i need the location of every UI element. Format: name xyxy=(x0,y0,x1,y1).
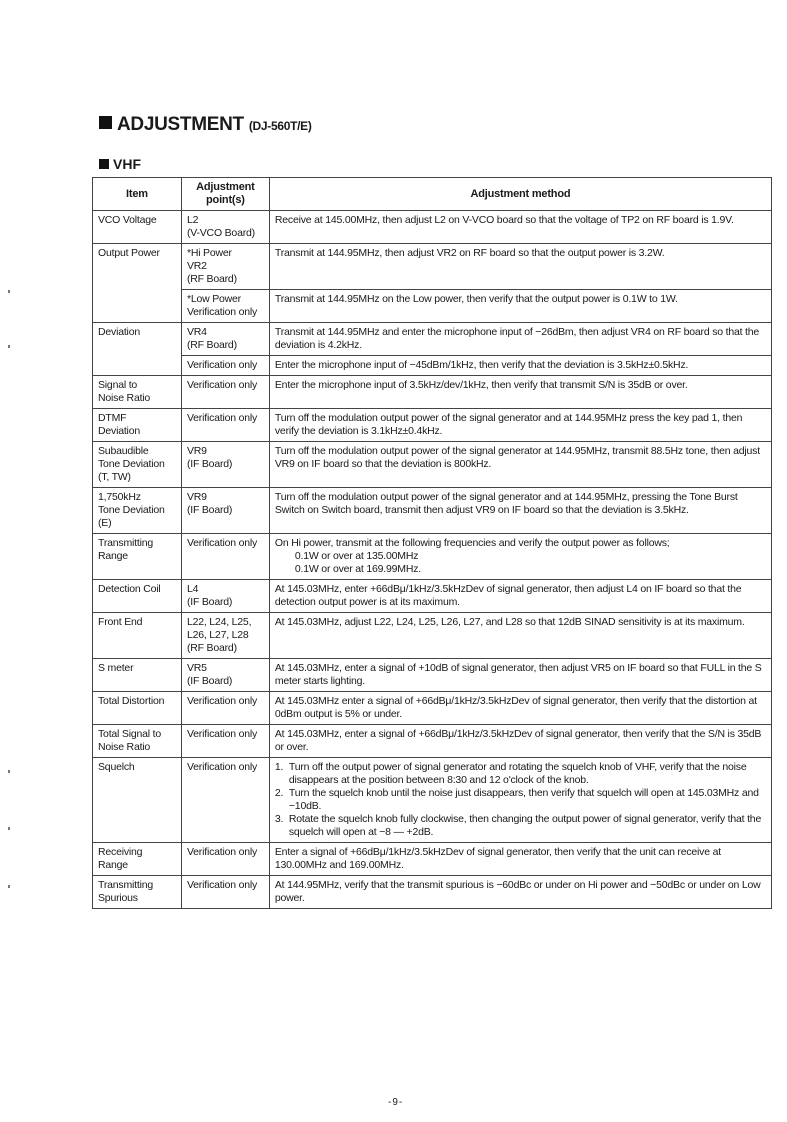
adjustment-method-cell xyxy=(269,323,771,356)
adjustment-point-cell: Verification only xyxy=(181,376,269,409)
table-row xyxy=(93,613,772,659)
adjustment-point-cell: Verification only xyxy=(181,758,269,843)
method-text: At 144.95MHz, verify that the transmit spurious is −60dBc or under on Hi power and −50dBc or under on Low power. xyxy=(274,879,761,904)
method-text: At 145.03MHz, enter a signal of +66dBμ/1kHz/3.5kHzDev of signal generator, then verify that the S/N is 35dB or over. xyxy=(274,728,762,753)
step-number: 1. xyxy=(274,761,284,773)
adjustment-table xyxy=(92,177,772,909)
page-title: ADJUSTMENT (DJ-560T/E) xyxy=(99,114,312,136)
scan-mark xyxy=(8,770,10,773)
table-row xyxy=(93,356,772,376)
table-row xyxy=(93,488,772,534)
method-text: Transmit at 144.95MHz, then adjust VR2 on RF board so that the output power is 3.2W. xyxy=(274,247,665,259)
item-cell: Total Signal to Noise Ratio xyxy=(93,725,182,758)
method-text: At 145.03MHz, enter +66dBμ/1kHz/3.5kHzDev of signal generator, then adjust L4 on IF board so that the detection output power is at its maximum. xyxy=(274,583,742,608)
method-text: Turn off the modulation output power of the signal generator at 144.95MHz, transmit 88.5Hz tone, then adjust VR9 on IF board so that the deviation is 800kHz. xyxy=(274,445,760,470)
item-cell: Total Distortion xyxy=(93,692,182,725)
method-text: Transmit at 144.95MHz on the Low power, then verify that the output power is 0.1W to 1W. xyxy=(274,293,678,305)
adjustment-point-cell: Verification only xyxy=(181,692,269,725)
square-bullet-icon xyxy=(99,159,109,169)
square-bullet-icon xyxy=(99,116,112,129)
scan-mark xyxy=(8,290,10,293)
table-row xyxy=(93,290,772,323)
page-number: -9- xyxy=(388,1097,404,1108)
table-row xyxy=(93,580,772,613)
adjustment-method-cell xyxy=(269,843,771,876)
header-item: Item xyxy=(93,178,182,211)
scan-mark xyxy=(8,885,10,888)
table-row xyxy=(93,534,772,580)
table-row xyxy=(93,758,772,843)
adjustment-point-cell: Verification only xyxy=(181,356,269,376)
method-text: Enter a signal of +66dBμ/1kHz/3.5kHzDev of signal generator, then verify that the unit can receive at 130.00MHz and 169.00MHz. xyxy=(274,846,721,871)
header-point: Adjustment point(s) xyxy=(181,178,269,211)
step-number: 3. xyxy=(274,813,284,825)
table-row xyxy=(93,442,772,488)
adjustment-method-cell xyxy=(269,409,771,442)
adjustment-point-cell: VR9 (IF Board) xyxy=(181,488,269,534)
method-text: Turn off the modulation output power of the signal generator and at 144.95MHz, pressing the Tone Burst Switch on Switch board, transmit then adjust VR9 on IF board so that the deviation is 3.5kHz. xyxy=(274,491,738,516)
adjustment-point-cell: L22, L24, L25, L26, L27, L28 (RF Board) xyxy=(181,613,269,659)
list-item xyxy=(275,787,766,813)
table-row xyxy=(93,692,772,725)
adjustment-point-cell: VR9 (IF Board) xyxy=(181,442,269,488)
model-subtitle: (DJ-560T/E) xyxy=(248,119,312,133)
table-row xyxy=(93,409,772,442)
adjustment-point-cell: *Low Power Verification only xyxy=(181,290,269,323)
scan-mark xyxy=(8,345,10,348)
adjustment-method-cell xyxy=(269,758,771,843)
list-item xyxy=(275,813,766,839)
squelch-steps-list xyxy=(275,761,766,839)
adjustment-point-cell: Verification only xyxy=(181,409,269,442)
adjustment-method-cell xyxy=(269,211,771,244)
method-text: Enter the microphone input of −45dBm/1kHz, then verify that the deviation is 3.5kHz±0.5kHz. xyxy=(274,359,689,371)
method-text: At 145.03MHz, adjust L22, L24, L25, L26, L27, and L28 so that 12dB SINAD sensitivity is at its maximum. xyxy=(274,616,745,628)
table-row xyxy=(93,876,772,909)
step-text: Rotate the squelch knob fully clockwise, then changing the output power of signal generator, verify that the squelch will open at −8 — +2dB. xyxy=(288,813,762,838)
adjustment-method-cell xyxy=(269,376,771,409)
item-cell: Transmitting Range xyxy=(93,534,182,580)
method-text: Enter the microphone input of 3.5kHz/dev/1kHz, then verify that transmit S/N is 35dB or over. xyxy=(274,379,688,391)
adjustment-point-cell: Verification only xyxy=(181,725,269,758)
item-cell: Signal to Noise Ratio xyxy=(93,376,182,409)
adjustment-method-cell xyxy=(269,290,771,323)
step-text: Turn off the output power of signal generator and rotating the squelch knob of VHF, verify that the noise disappears at the position between 8:30 and 12 o'clock of the knob. xyxy=(288,761,747,786)
adjustment-point-cell: Verification only xyxy=(181,843,269,876)
adjustment-point-cell: Verification only xyxy=(181,876,269,909)
adjustment-method-cell xyxy=(269,442,771,488)
adjustment-point-cell: L4 (IF Board) xyxy=(181,580,269,613)
table-row xyxy=(93,659,772,692)
table-row xyxy=(93,725,772,758)
item-cell: Squelch xyxy=(93,758,182,843)
adjustment-method-cell xyxy=(269,659,771,692)
step-text: Turn the squelch knob until the noise just disappears, then verify that squelch will open at 145.03MHz and −10dB. xyxy=(288,787,759,812)
adjustment-method-cell xyxy=(269,725,771,758)
item-cell: Front End xyxy=(93,613,182,659)
item-cell: Transmitting Spurious xyxy=(93,876,182,909)
adjustment-method-cell xyxy=(269,534,771,580)
item-cell: Receiving Range xyxy=(93,843,182,876)
table-row xyxy=(93,244,772,290)
method-text: On Hi power, transmit at the following frequencies and verify the output power as follows; xyxy=(274,537,670,549)
item-cell: S meter xyxy=(93,659,182,692)
list-item xyxy=(275,761,766,787)
step-number: 2. xyxy=(274,787,284,799)
adjustment-method-cell xyxy=(269,876,771,909)
method-text: At 145.03MHz enter a signal of +66dBμ/1kHz/3.5kHzDev of signal generator, then verify that the distortion at 0dBm output is 5% or under. xyxy=(274,695,757,720)
adjustment-method-cell xyxy=(269,580,771,613)
frequency-line: 0.1W or over at 169.99MHz. xyxy=(294,563,421,575)
table-row xyxy=(93,376,772,409)
adjustment-method-cell xyxy=(269,488,771,534)
method-text: Turn off the modulation output power of the signal generator and at 144.95MHz press the key pad 1, then verify the deviation is 3.1kHz±0.4kHz. xyxy=(274,412,743,437)
frequency-line: 0.1W or over at 135.00MHz xyxy=(294,550,419,562)
section-title: VHF xyxy=(99,156,141,172)
adjustment-point-cell: VR5 (IF Board) xyxy=(181,659,269,692)
item-cell: Subaudible Tone Deviation (T, TW) xyxy=(93,442,182,488)
adjustment-method-cell xyxy=(269,692,771,725)
item-cell: Output Power xyxy=(93,244,182,323)
method-text: Receive at 145.00MHz, then adjust L2 on V-VCO board so that the voltage of TP2 on RF board is 1.9V. xyxy=(274,214,734,226)
adjustment-point-cell: Verification only xyxy=(181,534,269,580)
scan-mark xyxy=(8,827,10,830)
table-header-row xyxy=(93,178,772,211)
item-cell: DTMF Deviation xyxy=(93,409,182,442)
table-row xyxy=(93,323,772,356)
adjustment-point-cell: L2 (V-VCO Board) xyxy=(181,211,269,244)
method-text: Transmit at 144.95MHz and enter the microphone input of −26dBm, then adjust VR4 on RF board so that the deviation is 4.2kHz. xyxy=(274,326,760,351)
adjustment-method-cell xyxy=(269,244,771,290)
table-row xyxy=(93,211,772,244)
item-cell: VCO Voltage xyxy=(93,211,182,244)
item-cell: Detection Coil xyxy=(93,580,182,613)
method-text: At 145.03MHz, enter a signal of +10dB of signal generator, then adjust VR5 on IF board so that FULL in the S meter starts lighting. xyxy=(274,662,762,687)
adjustment-point-cell: VR4 (RF Board) xyxy=(181,323,269,356)
table-row xyxy=(93,843,772,876)
header-method: Adjustment method xyxy=(269,178,771,211)
item-cell: 1,750kHz Tone Deviation (E) xyxy=(93,488,182,534)
adjustment-method-cell xyxy=(269,613,771,659)
adjustment-point-cell: *Hi Power VR2 (RF Board) xyxy=(181,244,269,290)
item-cell: Deviation xyxy=(93,323,182,376)
adjustment-method-cell xyxy=(269,356,771,376)
